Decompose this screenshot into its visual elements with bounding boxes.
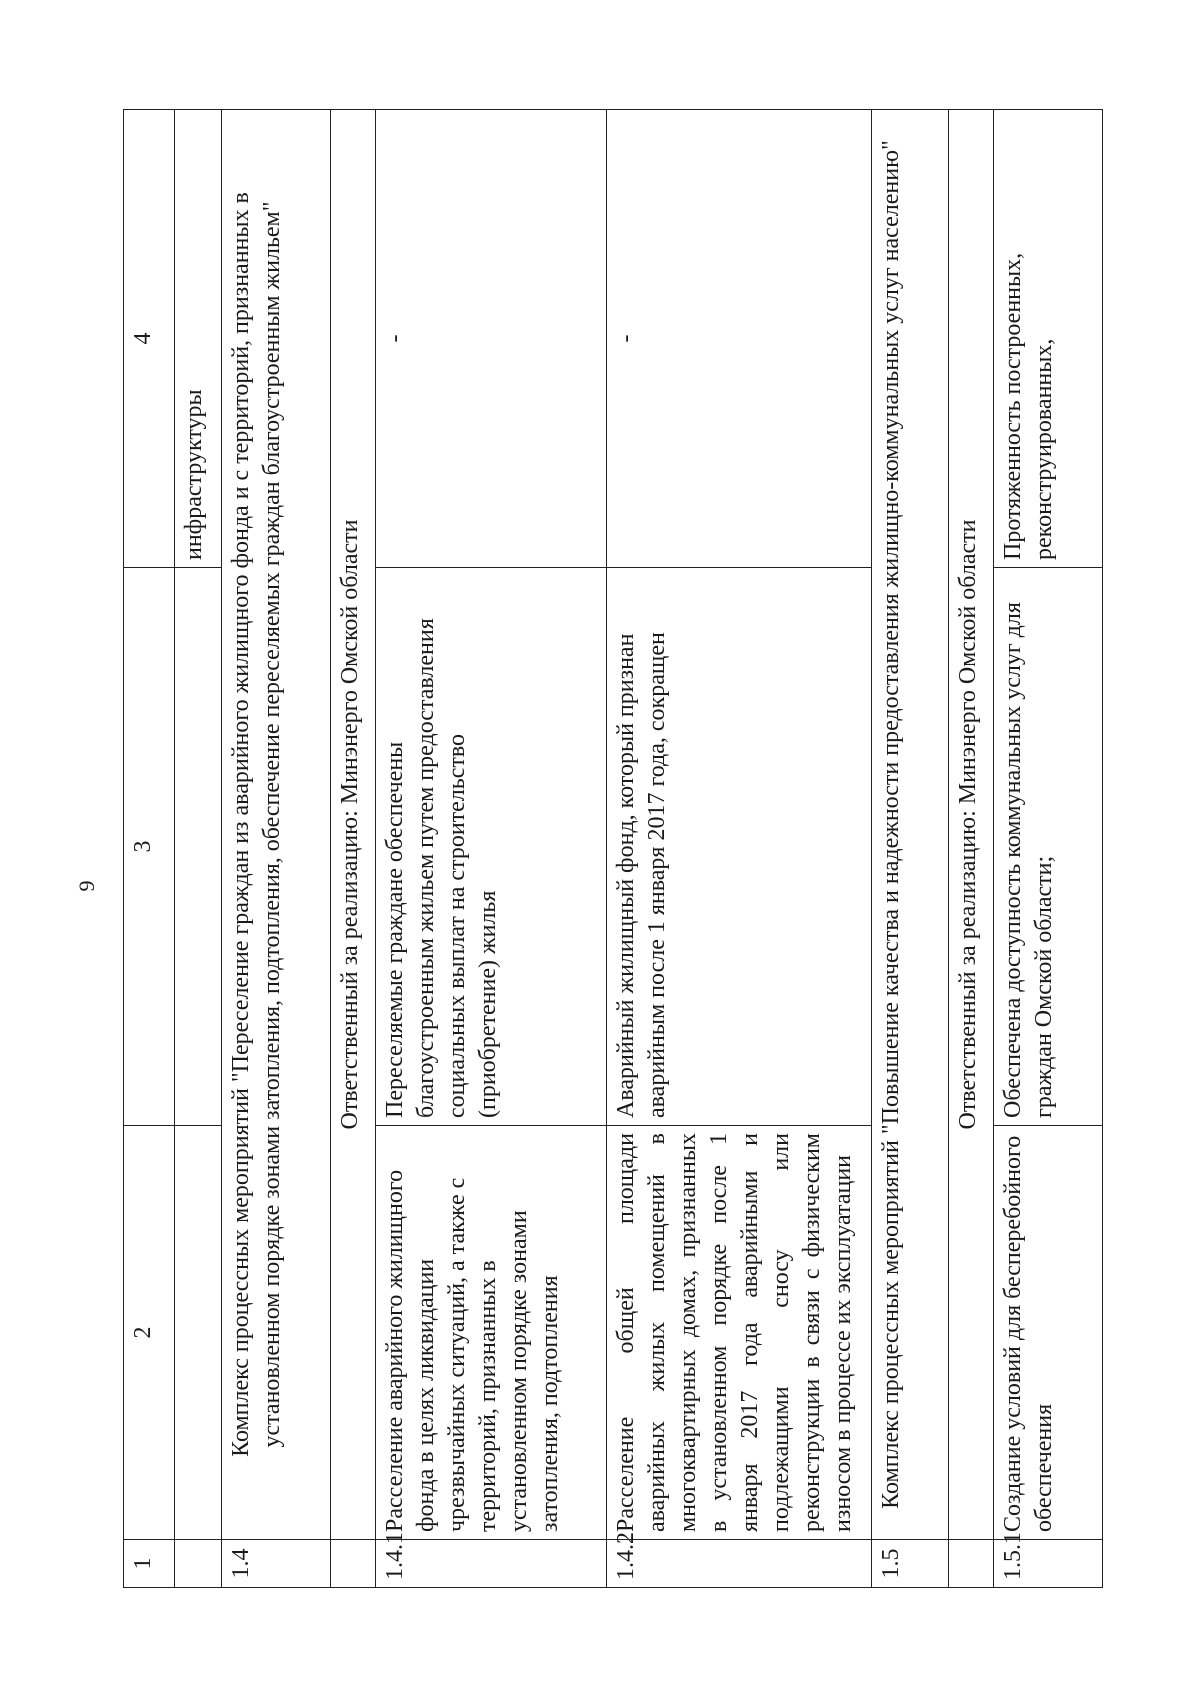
- continued-cell-1: [175, 1540, 222, 1588]
- indicator-cell: -: [607, 110, 872, 568]
- section-number-1-4: 1.4: [222, 1540, 331, 1588]
- task-cell: Создание условий для бесперебойного обеспечения: [994, 1126, 1103, 1540]
- indicator-cell: -: [376, 110, 607, 568]
- table-row-1-5-1: [994, 110, 1103, 1588]
- header-col-4: 4: [124, 110, 175, 568]
- section-title-1-4: Комплекс процессных мероприятий "Переселение граждан из аварийного жилищного фонда и с территорий, признанных в установленном порядке зонами затопления, подтопления, обеспечение переселяемых граждан благоустроенным жильем": [222, 110, 331, 1540]
- header-col-1: 1: [124, 1540, 175, 1588]
- responsible-empty-1-5: [949, 1540, 994, 1588]
- responsible-text-1-5: Ответственный за реализацию: Минэнерго Омской области: [949, 110, 994, 1540]
- section-title-1-5: Комплекс процессных мероприятий "Повышение качества и надежности предоставления жилищно-коммунальных услуг населению": [872, 110, 949, 1540]
- responsible-row-1-5: [949, 110, 994, 1588]
- header-col-3: 3: [124, 568, 175, 1126]
- table-row-1-4-1: [376, 110, 607, 1588]
- table-header-row: [124, 110, 175, 1588]
- responsible-row-1-4: [331, 110, 376, 1588]
- row-number: 1.4.2: [607, 1540, 872, 1588]
- continued-cell-2: [175, 1126, 222, 1540]
- responsible-empty-1-4: [331, 1540, 376, 1588]
- continued-row: [175, 110, 222, 1588]
- continued-cell-3: [175, 568, 222, 1126]
- section-row-1-4: [222, 110, 331, 1588]
- task-cell: Расселение аварийного жилищного фонда в целях ликвидации чрезвычайных ситуаций, а также с территорий, признанных в установленном порядке зонами затопления, подтопления: [376, 1126, 607, 1540]
- plan-table: [123, 109, 1103, 1588]
- effect-cell: Переселяемые граждане обеспечены благоустроенным жильем путем предоставления социальных выплат на строительство (приобретение) жилья: [376, 568, 607, 1126]
- header-col-2: 2: [124, 1126, 175, 1540]
- section-number-1-5: 1.5: [872, 1540, 949, 1588]
- indicator-cell: Протяженность построенных, реконструированных,: [994, 110, 1103, 568]
- effect-cell: Обеспечена доступность коммунальных услуг для граждан Омской области;: [994, 568, 1103, 1126]
- row-number: 1.5.1: [994, 1540, 1103, 1588]
- row-number: 1.4.1: [376, 1540, 607, 1588]
- rotated-table-container: [123, 110, 1065, 1588]
- section-row-1-5: [872, 110, 949, 1588]
- effect-cell: Аварийный жилищный фонд, который признан аварийным после 1 января 2017 года, сокращен: [607, 568, 872, 1126]
- table-row-1-4-2: [607, 110, 872, 1588]
- continued-indicator: инфраструктуры: [175, 110, 222, 568]
- task-cell: Расселение общей площади аварийных жилых помещений в многоквартирных домах, признанных в установленном порядке после 1 января 2017 года аварийными и подлежащими сносу или реконструкции в связи с физическим износом в процессе их эксплуатации: [607, 1126, 872, 1540]
- page-number: 9: [74, 880, 99, 892]
- responsible-text-1-4: Ответственный за реализацию: Минэнерго Омской области: [331, 110, 376, 1540]
